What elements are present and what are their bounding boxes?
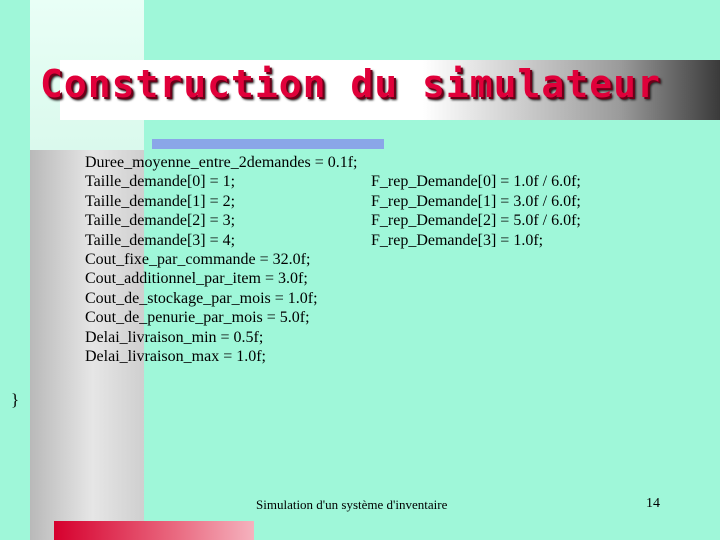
code-line-text: Taille_demande[3] = 4; <box>85 231 236 249</box>
decorative-red-bar <box>54 521 254 540</box>
code-line <box>85 172 581 191</box>
code-line-right: F_rep_Demande[0] = 1.0f / 6.0f; <box>371 173 581 191</box>
decorative-blue-bar <box>152 139 384 149</box>
code-line <box>85 347 357 366</box>
code-line-text: Taille_demande[1] = 2; <box>85 192 236 210</box>
code-line-text: Cout_de_stockage_par_mois = 1.0f; <box>85 289 318 307</box>
code-line <box>85 269 357 288</box>
code-line-text: Delai_livraison_max = 1.0f; <box>85 347 266 365</box>
code-line <box>85 328 357 347</box>
code-line-text: Taille_demande[2] = 3; <box>85 212 236 230</box>
code-line-text: Duree_moyenne_entre_2demandes = 0.1f; <box>85 154 358 171</box>
code-line <box>85 308 357 327</box>
code-line-right: F_rep_Demande[1] = 3.0f / 6.0f; <box>371 192 581 210</box>
code-line-text: Taille_demande[0] = 1; <box>85 173 236 191</box>
slide-title: Construction du simulateur <box>40 62 661 106</box>
code-line-text: Delai_livraison_min = 0.5f; <box>85 328 264 346</box>
code-line <box>85 231 544 250</box>
closing-brace: } <box>11 390 20 409</box>
code-line-text: Cout_fixe_par_commande = 32.0f; <box>85 250 311 268</box>
code-line <box>85 289 357 308</box>
code-line-text: Cout_de_penurie_par_mois = 5.0f; <box>85 309 310 327</box>
slide-footer: Simulation d'un système d'inventaire <box>256 497 448 512</box>
code-line <box>85 153 357 172</box>
code-line <box>85 211 581 230</box>
code-line <box>85 250 357 269</box>
code-line <box>85 192 581 211</box>
code-line-right: F_rep_Demande[3] = 1.0f; <box>371 231 544 249</box>
code-block <box>85 153 581 366</box>
code-line-text: Cout_additionnel_par_item = 3.0f; <box>85 270 308 288</box>
code-line-right: F_rep_Demande[2] = 5.0f / 6.0f; <box>371 212 581 230</box>
page-number: 14 <box>646 496 660 511</box>
